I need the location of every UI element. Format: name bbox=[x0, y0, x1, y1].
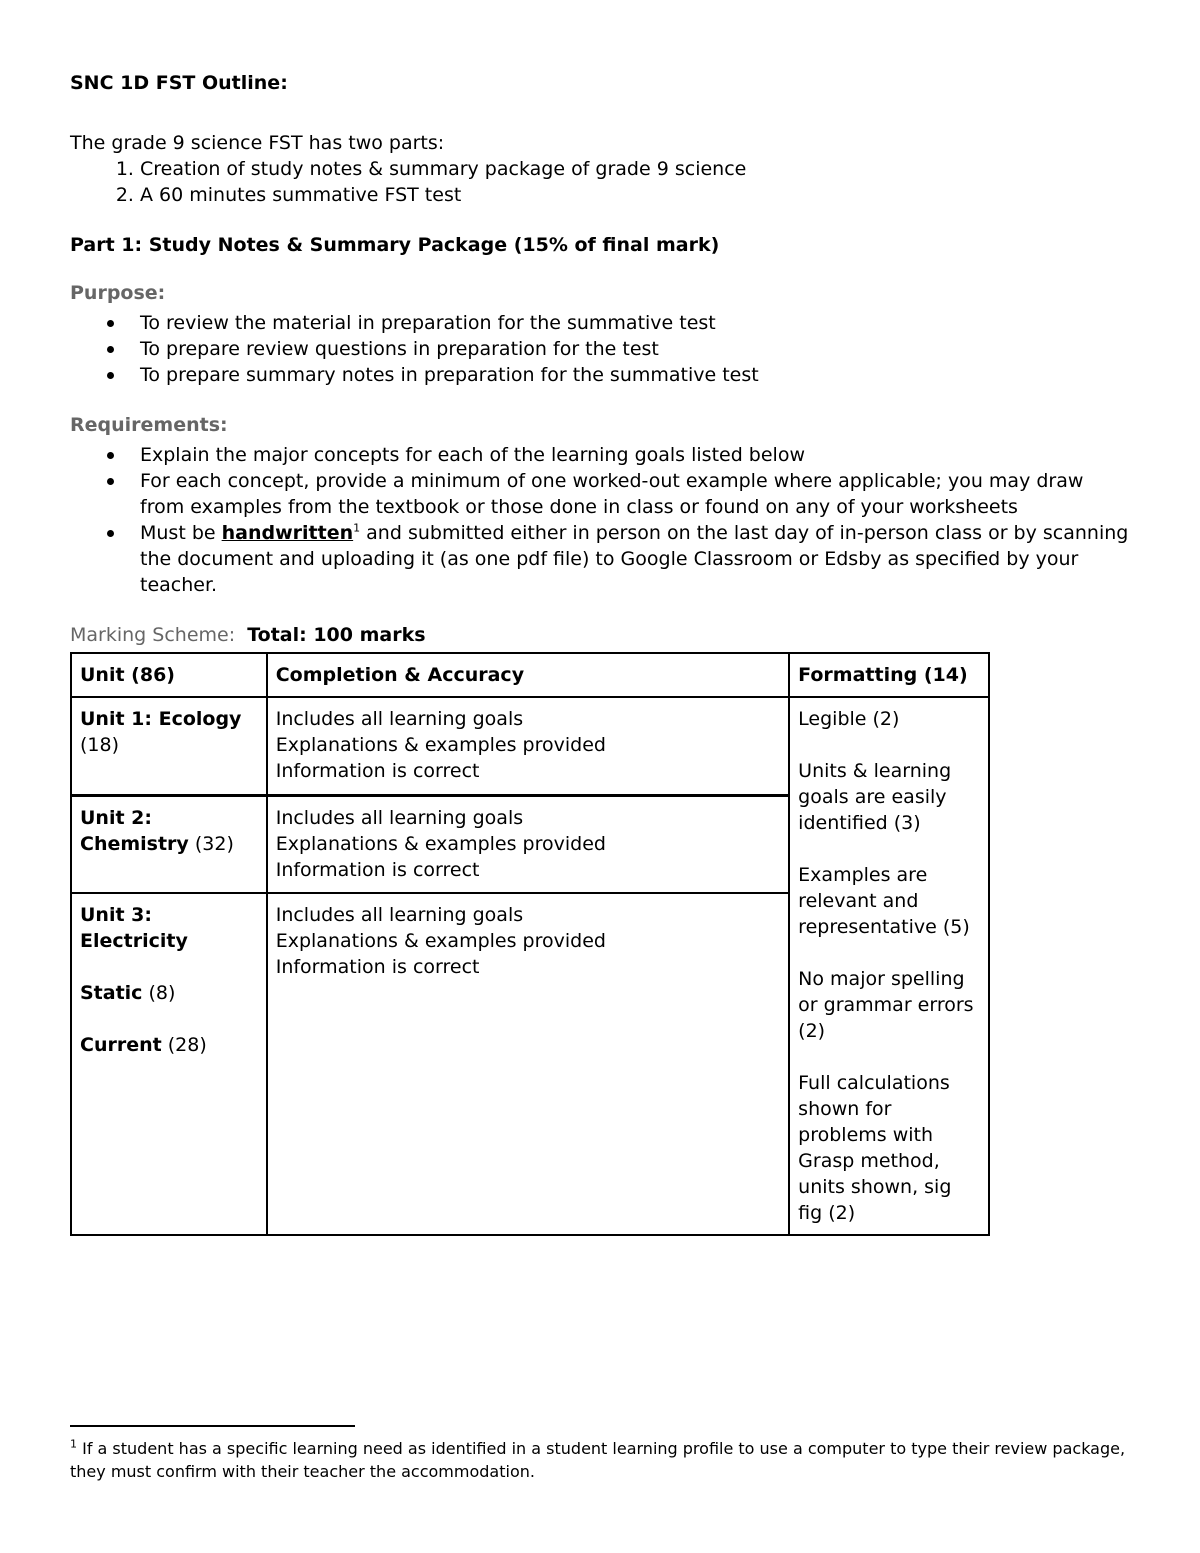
table-header-row bbox=[71, 653, 989, 697]
footnote-text: If a student has a specific learning need as identified in a student learning profile to use a computer to type their review package, they must confirm with their teacher the accommodation. bbox=[70, 1439, 1126, 1481]
document-title: SNC 1D FST Outline: bbox=[70, 72, 288, 94]
list-item-text: and submitted either in person on the last day of in-person class or by scanning the document and uploading it (as one pdf file) to Google Classroom or Edsby as specified by your teacher. bbox=[140, 522, 1129, 596]
requirements-heading: Requirements: bbox=[70, 414, 228, 436]
criteria-item: Includes all learning goals bbox=[275, 708, 524, 730]
criteria-item: Explanations & examples provided bbox=[275, 734, 606, 756]
list-item bbox=[140, 336, 1130, 362]
unit3-cell bbox=[71, 893, 267, 1235]
unit2-name-line1: Unit 2: bbox=[80, 806, 152, 829]
bullet-icon bbox=[107, 530, 114, 537]
criteria-item: Explanations & examples provided bbox=[275, 832, 606, 855]
list-item-text: Explain the major concepts for each of the learning goals listed below bbox=[140, 444, 805, 466]
unit3-criteria bbox=[267, 893, 789, 1235]
criteria-item: Includes all learning goals bbox=[275, 806, 524, 829]
formatting-item: Legible (2) bbox=[798, 708, 900, 730]
unit1-name: Unit 1: Ecology bbox=[80, 708, 242, 730]
footnote bbox=[70, 1437, 1130, 1483]
document-page bbox=[70, 72, 1130, 1236]
unit2-cell bbox=[71, 795, 267, 893]
marking-scheme-label: Marking Scheme: bbox=[70, 624, 236, 646]
purpose-list bbox=[70, 310, 1130, 388]
list-item-text: To review the material in preparation for the summative test bbox=[140, 312, 716, 334]
formatting-item: Examples are relevant and representative (5) bbox=[798, 864, 970, 938]
unit1-cell bbox=[71, 697, 267, 795]
handwritten-emphasis: handwritten bbox=[221, 522, 354, 544]
parts-list bbox=[70, 156, 1130, 208]
bullet-icon bbox=[107, 478, 114, 485]
list-item-text: For each concept, provide a minimum of one worked-out example where applicable; you may draw from examples from the textbook or those done in class or found on any of your worksheets bbox=[140, 470, 1084, 518]
criteria-item: Explanations & examples provided bbox=[275, 930, 606, 952]
formatting-item: Units & learning goals are easily identified (3) bbox=[798, 760, 952, 834]
formatting-item: No major spelling or grammar errors (2) bbox=[798, 968, 974, 1042]
list-item: 2. A 60 minutes summative FST test bbox=[140, 182, 1130, 208]
formatting-cell bbox=[789, 697, 989, 1235]
footnote-number: 1 bbox=[70, 1437, 77, 1451]
marking-total: Total: 100 marks bbox=[247, 624, 426, 646]
table-row bbox=[71, 697, 989, 795]
purpose-heading: Purpose: bbox=[70, 282, 166, 304]
unit3-static-marks: (8) bbox=[148, 982, 176, 1004]
list-item-text: Must be bbox=[140, 522, 222, 544]
part1-heading: Part 1: Study Notes & Summary Package (15% of final mark) bbox=[70, 234, 720, 256]
unit1-criteria bbox=[267, 697, 789, 795]
list-item bbox=[140, 520, 1130, 598]
bullet-icon bbox=[107, 346, 114, 353]
unit2-marks: (32) bbox=[194, 832, 234, 855]
list-item bbox=[140, 468, 1130, 520]
criteria-item: Information is correct bbox=[275, 858, 480, 881]
header-completion: Completion & Accuracy bbox=[267, 653, 789, 697]
formatting-item: Full calculations shown for problems with Grasp method, units shown, sig fig (2) bbox=[798, 1072, 952, 1224]
requirements-list bbox=[70, 442, 1130, 598]
header-unit: Unit (86) bbox=[71, 653, 267, 697]
list-item-text: To prepare review questions in preparation for the test bbox=[140, 338, 659, 360]
criteria-item: Information is correct bbox=[275, 956, 480, 978]
unit3-name-line2: Electricity bbox=[80, 930, 188, 952]
unit2-name-line2: Chemistry bbox=[80, 832, 189, 855]
criteria-item: Information is correct bbox=[275, 760, 480, 782]
unit1-marks: (18) bbox=[80, 734, 120, 756]
bullet-icon bbox=[107, 372, 114, 379]
footnote-divider bbox=[70, 1425, 355, 1427]
list-item bbox=[140, 362, 1130, 388]
criteria-item: Includes all learning goals bbox=[275, 904, 524, 926]
unit3-static-label: Static bbox=[80, 982, 143, 1004]
bullet-icon bbox=[107, 452, 114, 459]
unit3-name-line1: Unit 3: bbox=[80, 904, 152, 926]
list-item: 1. Creation of study notes & summary package of grade 9 science bbox=[140, 156, 1130, 182]
bullet-icon bbox=[107, 320, 114, 327]
list-item bbox=[140, 310, 1130, 336]
intro-text: The grade 9 science FST has two parts: bbox=[70, 132, 445, 154]
list-item-text: To prepare summary notes in preparation for the summative test bbox=[140, 364, 759, 386]
marking-table bbox=[70, 652, 990, 1236]
footnote-marker: 1 bbox=[353, 521, 361, 535]
header-formatting: Formatting (14) bbox=[789, 653, 989, 697]
unit3-current-marks: (28) bbox=[167, 1034, 207, 1056]
list-item bbox=[140, 442, 1130, 468]
unit3-current-label: Current bbox=[80, 1034, 162, 1056]
unit2-criteria bbox=[267, 795, 789, 893]
marking-scheme-line bbox=[70, 624, 1130, 646]
